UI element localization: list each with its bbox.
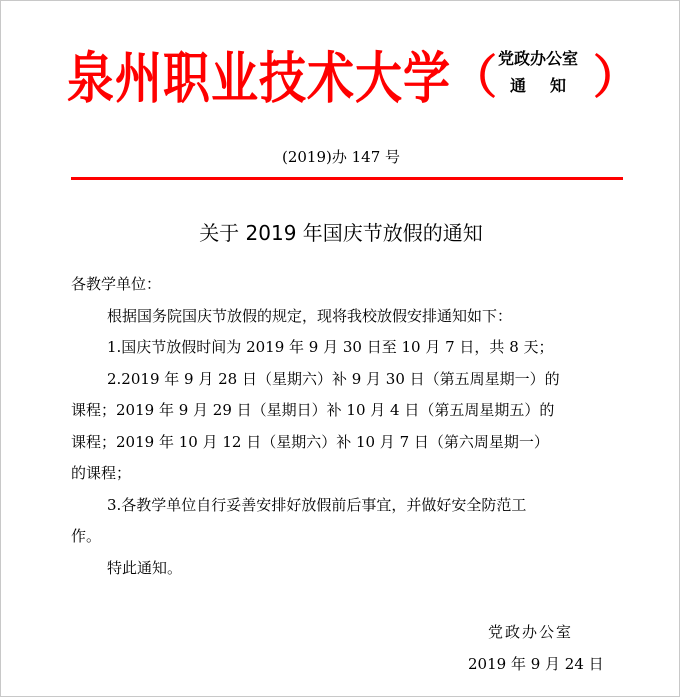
red-divider-line bbox=[71, 177, 623, 180]
item-2-line-3: 课程；2019 年 10 月 12 日（星期六）补 10 月 7 日（第六周星期一） bbox=[71, 432, 549, 451]
salutation: 各教学单位： bbox=[71, 275, 162, 293]
item-3-line-1: 3.各教学单位自行妥善安排好放假前后事宜，并做好安全防范工 bbox=[107, 495, 527, 514]
notice-label: 通知 bbox=[509, 76, 590, 95]
issuing-office-name: 党政办公室 bbox=[497, 49, 578, 68]
closing-line: 特此通知。 bbox=[107, 558, 183, 577]
letterhead-right-paren: ） bbox=[593, 50, 639, 104]
intro-paragraph: 根据国务院国庆节放假的规定，现将我校放假安排通知如下： bbox=[107, 306, 513, 325]
item-2-line-4: 的课程； bbox=[71, 464, 132, 482]
signature-office: 党政办公室 bbox=[488, 623, 574, 641]
item-2-line-1: 2.2019 年 9 月 28 日（星期六）补 9 月 30 日（第五周星期一）的 bbox=[107, 369, 560, 388]
signature-date: 2019 年 9 月 24 日 bbox=[468, 655, 604, 673]
letterhead-left-paren: （ bbox=[451, 50, 497, 104]
item-1: 1.国庆节放假时间为 2019 年 9 月 30 日至 10 月 7 日，共 8 天； bbox=[107, 338, 554, 356]
document-number: (2019)办 147 号 bbox=[281, 148, 401, 166]
letterhead bbox=[67, 31, 639, 112]
issuing-office-block bbox=[479, 45, 597, 99]
document-body bbox=[71, 269, 616, 584]
school-name: 泉州职业技术大学 bbox=[67, 46, 451, 112]
item-3-line-2: 作。 bbox=[71, 527, 102, 545]
item-2-line-2: 课程；2019 年 9 月 29 日（星期日）补 10 月 4 日（第五周星期五）的 bbox=[71, 401, 555, 419]
document-title: 关于 2019 年国庆节放假的通知 bbox=[199, 221, 483, 245]
